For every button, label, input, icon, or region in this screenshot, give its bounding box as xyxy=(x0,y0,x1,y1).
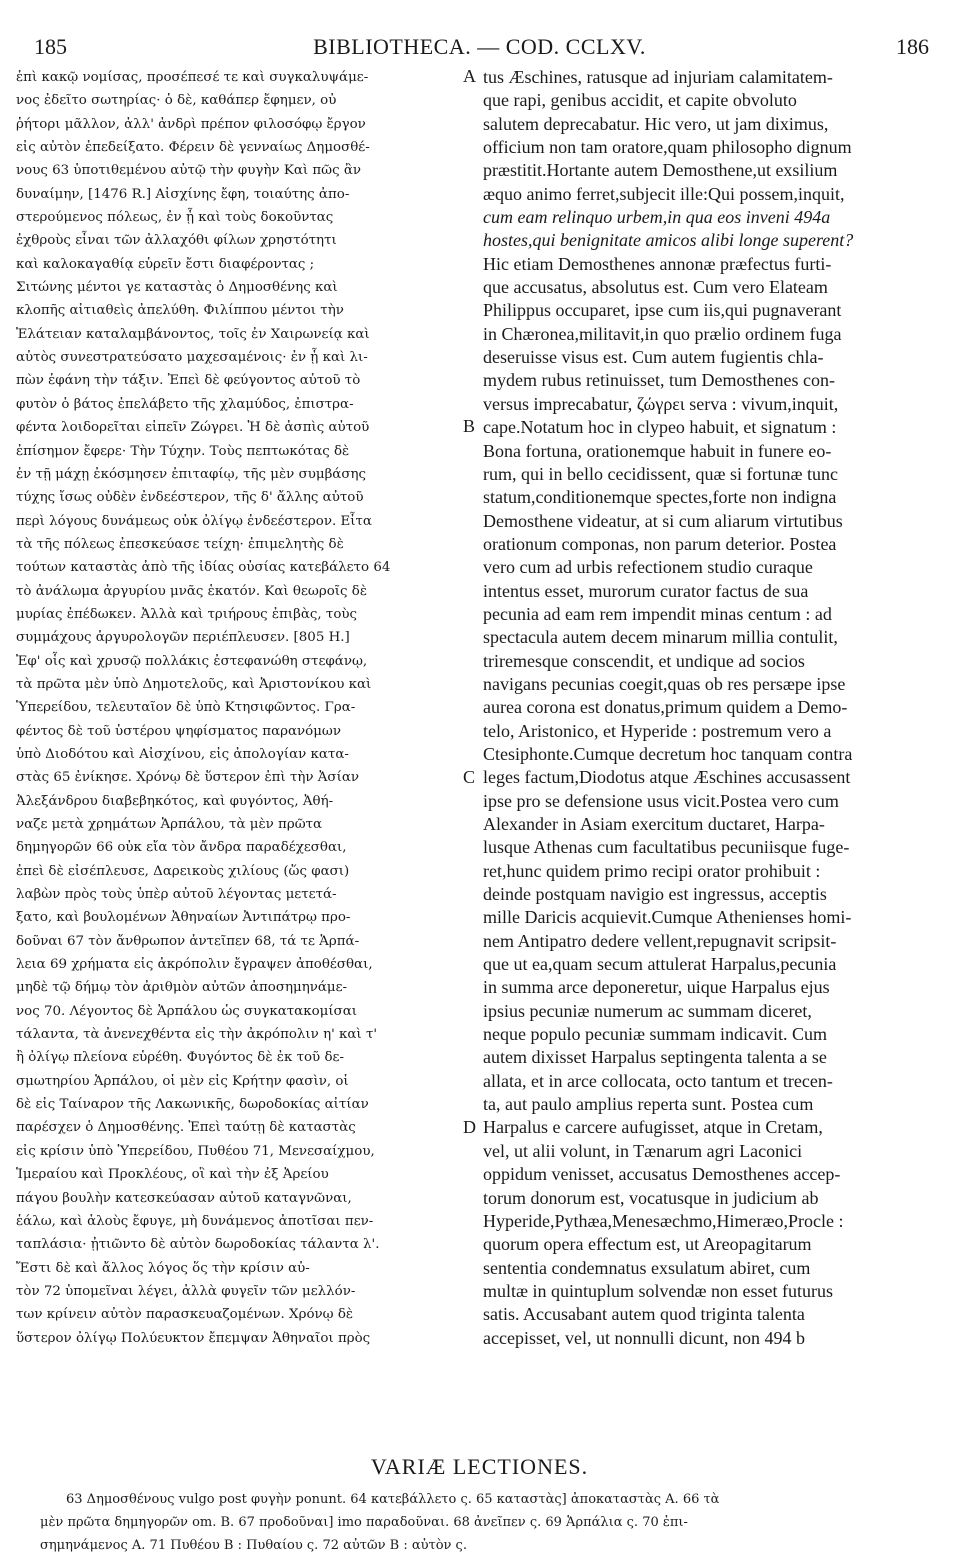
greek_lines-line: τὰ πρῶτα μὲν ὑπὸ Δημοτελοῦς, καὶ Ἀριστονίκου καὶ xyxy=(16,676,372,692)
greek_lines-line: Ἔστι δὲ καὶ ἄλλος λόγος ὅς τὴν κρίσιν αὐ- xyxy=(16,1260,310,1276)
latin_lines-line: Philippus occuparet, ipse cum iis,qui pugnaverant xyxy=(483,300,842,321)
greek_lines-line: των κρίνειν αὐτὸν παρασκευαζομένων. Χρόνῳ δὲ xyxy=(16,1307,354,1323)
latin_lines-line: orationum componas, non parum deterior. Postea xyxy=(483,533,837,554)
latin_lines-line: cape.Notatum hoc in clypeo habuit, et signatum : xyxy=(483,417,837,438)
latin_lines-line: nem Antipatro dedere vellent,repugnavit scripsit- xyxy=(483,930,837,951)
latin_lines-line: accepisset, vel, ut nonnulli dicunt, non 494 b xyxy=(483,1327,805,1348)
latin_lines-line: sententia condemnatus exsulatum abiret, cum xyxy=(483,1257,811,1278)
greek_lines-line: παρέσχεν ὁ Δημοσθένης. Ἐπεὶ ταύτῃ δὲ καταστὰς xyxy=(16,1120,356,1136)
greek_lines-line: πὼν ἐφάνη τὴν τάξιν. Ἐπεὶ δὲ φεύγοντος αὐτοῦ τὸ xyxy=(16,373,361,389)
greek_lines-line: μυρίας ἐπέδωκεν. Ἀλλὰ καὶ τριήρους ἐπιβὰς, τοὺς xyxy=(16,606,358,622)
greek_lines-line: δοῦναι 67 τὸν ἄνθρωπον ἀντεῖπεν 68, τά τε Ἁρπά- xyxy=(16,933,360,949)
latin_lines-line: quorum opera effectum est, ut Areopagitarum xyxy=(483,1234,812,1255)
greek_lines-line: αὐτὸς συνεστρατεύσατο μαχεσαμένοις· ἐν ᾗ καὶ λι- xyxy=(16,350,368,366)
greek_lines-line: ἐχθροὺς εἶναι τῶν ἀλλαχόθι φίλων χρηστότητι xyxy=(16,233,337,249)
latin_lines-line: oppidum venisset, accusatus Demosthenes accep- xyxy=(483,1164,841,1185)
latin_lines-line: ta, aut paulo amplius reperta sunt. Postea cum xyxy=(483,1094,814,1115)
greek_lines-line: νους 63 ὑποτιθεμένου αὐτῷ τὴν φυγὴν Καὶ πῶς ἂν xyxy=(16,163,362,179)
greek_lines-line: λαβὼν πρὸς τοὺς ὑπὲρ αὐτοῦ λέγοντας μετετά- xyxy=(16,887,337,903)
note-line: μὲν πρῶτα δημηγορῶν om. B. 67 προδοῦναι] imo παραδοῦναι. 68 ἀνεῖπεν ς. 69 Ἁρπάλια ς. 70 ἐπι- xyxy=(40,1515,688,1530)
page-number-right: 186 xyxy=(896,34,929,59)
greek_lines-line: τάλαντα, τὰ ἀνενεχθέντα εἰς τὴν ἀκρόπολιν η' καὶ τ' xyxy=(16,1027,378,1043)
latin_lines-line: deinde postquam navigio est ingressus, acceptis xyxy=(483,884,827,905)
greek_lines-line: φυτὸν ὁ βάτος ἐπελάβετο τῆς χλαμύδος, ἐπιστρα- xyxy=(16,396,354,412)
latin_lines-line: autem dixisset Harpalus septingenta talenta a se xyxy=(483,1047,827,1068)
greek_lines-line: τούτων καταστὰς ἀπὸ τῆς ἰδίας οὐσίας κατεβάλετο 64 xyxy=(16,560,391,576)
greek_lines-line: ῥήτορι μᾶλλον, ἀλλ' ἀνδρὶ πρέπον φιλοσόφῳ ἔργον xyxy=(16,116,366,132)
variae-lectiones-heading: VARIÆ LECTIONES. xyxy=(370,1454,589,1479)
margin-letter-a: A xyxy=(463,66,476,86)
greek_lines-line: ξατο, καὶ βουλομένων Ἀθηναίων Ἀντιπάτρῳ προ- xyxy=(16,910,351,926)
greek_lines-line: ἐν τῇ μάχῃ ἐκόσμησεν ἐπιταφίῳ, τῆς μὲν συμβάσης xyxy=(16,466,367,482)
latin_lines-line: Demosthene videatur, at si cum aliarum virtutibus xyxy=(483,510,843,531)
latin_lines-line: navigans pecunias coegit,quas ob res persæpe ipse xyxy=(483,673,846,694)
greek_lines-line: νος ἐδεῖτο σωτηρίας· ὁ δὲ, καθάπερ ἔφημεν, οὐ xyxy=(16,93,337,109)
latin_lines-line: neque populo pecuniæ summam indicavit. Cum xyxy=(483,1024,827,1045)
greek-text-column xyxy=(16,66,456,1350)
latin_lines-line: deseruisse visus est. Cum autem fugientis chla- xyxy=(483,347,824,368)
greek_lines-line: τὰ τῆς πόλεως ἐπεσκεύασε τείχη· ἐπιμελητὴς δὲ xyxy=(16,536,344,552)
greek_lines-line: στὰς 65 ἐνίκησε. Χρόνῳ δὲ ὕστερον ἐπὶ τὴν Ἀσίαν xyxy=(16,770,360,786)
margin-letter-d: D xyxy=(463,1117,476,1137)
latin_lines-line: torum donorum est, vocatusque in judicium ab xyxy=(483,1187,819,1208)
latin_lines-line: vel, ut alii volunt, in Tænarum agri Laconici xyxy=(483,1140,803,1161)
latin_lines-line: in Chæronea,militavit,in quo prælio ordinem fuga xyxy=(483,323,842,344)
latin_lines-line: hostes,qui benignitate amicos alibi longe superent? xyxy=(483,230,854,251)
greek_lines-line: Ἐλάτειαν καταλαμβάνοντος, τοῖς ἐν Χαιρωνείᾳ καὶ xyxy=(16,326,370,342)
latin_lines-line: Harpalus e carcere aufugisset, atque in Cretam, xyxy=(483,1117,823,1138)
greek_lines-line: δημηγορῶν 66 οὐκ εἴα τὸν ἄνδρα παραδέχεσθαι, xyxy=(16,840,347,856)
greek_lines-line: καὶ καλοκαγαθίᾳ εὑρεῖν ἔστι διαφέροντας ; xyxy=(16,256,315,272)
greek_lines-line: Ἐφ' οἷς καὶ χρυσῷ πολλάκις ἐστεφανώθη στεφάνῳ, xyxy=(16,653,368,669)
latin_lines-line: æquo animo ferret,subjecit ille:Qui possem,inquit, xyxy=(483,183,845,204)
latin_lines-line: aurea corona est donatus,primum quidem a Demo- xyxy=(483,697,848,718)
greek_lines-line: τὸν 72 ὑπομεῖναι λέγει, ἀλλὰ φυγεῖν τῶν μελλόν- xyxy=(16,1283,356,1299)
greek_lines-line: περὶ λόγους δυνάμεως οὐκ ὀλίγῳ ἐνδεέστερον. Εἶτα xyxy=(16,513,372,529)
greek_lines-line: φέντα λοιδορεῖται εἰπεῖν Ζώγρει. Ἡ δὲ ἀσπὶς αὐτοῦ xyxy=(16,420,370,436)
greek_lines-line: δὲ εἰς Ταίναρον τῆς Λακωνικῆς, δωροδοκίας αἰτίαν xyxy=(16,1097,369,1113)
latin_lines-line: telo, Aristonico, et Hyperide : postremum vero a xyxy=(483,720,832,741)
greek_lines-line: Ἱμεραίου καὶ Προκλέους, οἳ καὶ τὴν ἐξ Ἀρείου xyxy=(16,1167,329,1183)
latin_lines-line: præstitit.Hortante autem Demosthene,ut exsilium xyxy=(483,160,838,181)
greek_lines-line: ταπλάσια· ᾐτιῶντο δὲ αὐτὸν δωροδοκίας τάλαντα λ'. xyxy=(16,1237,380,1253)
running-title: BIBLIOTHECA. — COD. CCLXV. xyxy=(313,34,646,59)
note-line: σημηνάμενος A. 71 Πυθέου B : Πυθαίου ς. 72 αὐτῶν B : αὐτὸν ς. xyxy=(40,1538,467,1553)
latin_lines-line: Alexander in Asiam exercitum ductaret, Harpa- xyxy=(483,814,825,834)
latin_lines-line: spectacula autem decem minarum millia contulit, xyxy=(483,627,838,648)
greek_lines-line: δυναίμην, [1476 R.] Αἰσχίνης ἔφη, τοιαύτης ἀπο- xyxy=(16,186,350,202)
latin_lines-line: rum, qui in bello cecidissent, quæ si fortunæ tunc xyxy=(483,463,838,484)
latin_lines-line: officium non tam oratore,quam philosopho dignum xyxy=(483,137,852,158)
greek_lines-line: μηδὲ τῷ δήμῳ τὸν ἀριθμὸν αὐτῶν ἀποσημηνάμε- xyxy=(16,980,348,996)
latin_lines-line: triremesque conscendit, et undique ad socios xyxy=(483,650,805,671)
greek_lines-line: πάγου βουλὴν κατεσκεύασαν αὐτοῦ καταγνῶναι, xyxy=(16,1190,352,1206)
greek_lines-line: ἐπὶ κακῷ νομίσας, προσέπεσέ τε καὶ συγκαλυψάμε- xyxy=(16,70,369,85)
greek_lines-line: ἑάλω, καὶ ἁλοὺς ἔφυγε, μὴ δυνάμενος ἀποτῖσαι πεν- xyxy=(16,1213,374,1229)
latin_lines-line: multæ in quintuplum solvendæ non esset futurus xyxy=(483,1280,833,1301)
greek_lines-line: Σιτώνης μέντοι γε καταστὰς ὁ Δημοσθένης καὶ xyxy=(16,280,338,296)
greek_lines-line: Ἀλεξάνδρου διαβεβηκότος, καὶ φυγόντος, Ἀθή- xyxy=(16,793,334,809)
latin_lines-line: ipse pro se defensione usus vicit.Postea vero cum xyxy=(483,790,839,811)
latin_lines-line: Hyperide,Pythæa,Menesæchmo,Himeræo,Procle : xyxy=(483,1210,844,1231)
greek_lines-line: λεια 69 χρήματα εἰς ἀκρόπολιν ἔγραψεν ἀποθέσθαι, xyxy=(16,957,373,973)
greek_lines-line: ὑπὸ Διοδότου καὶ Αἰσχίνου, εἰς ἀπολογίαν κατα- xyxy=(16,746,349,762)
greek_lines-line: τύχης ἴσως οὐδὲν ἐνδεέστερον, τῆς δ' ἄλλης αὐτοῦ xyxy=(16,490,364,506)
latin_lines-line: ipsius pecuniæ numerum ac summam diceret, xyxy=(483,1000,812,1021)
greek_lines-line: Ὑπερείδου, τελευταῖον δὲ ὑπὸ Κτησιφῶντος. Γρα- xyxy=(16,700,356,716)
latin_lines-line: ret,hunc quidem primo recipi orator prohibuit : xyxy=(483,860,821,881)
latin_lines-line: que rapi, genibus accidit, et capite obvoluto xyxy=(483,90,797,111)
latin_lines-line: cum eam relinquo urbem,in qua eos inveni 494a xyxy=(483,207,831,228)
latin_lines-line: que accusatus, absolutus est. Cum vero Elateam xyxy=(483,277,828,298)
critical-notes xyxy=(40,1488,920,1557)
latin_lines-line: statum,conditionemque spectes,forte non indigna xyxy=(483,487,837,508)
latin_lines-line: Bona fortuna, orationemque habuit in funere eo- xyxy=(483,440,832,461)
latin-text-column xyxy=(483,66,925,1350)
greek_lines-line: κλοπῆς αἰτιαθεὶς ἀπελύθη. Φιλίππου μέντοι τὴν xyxy=(16,303,344,319)
greek_lines-line: τὸ ἀνάλωμα ἀργυρίου μνᾶς ἑκατόν. Καὶ θεωροῖς δὲ xyxy=(16,583,368,599)
greek_lines-line: ἐπίσημον ἔφερε· Τὴν Τύχην. Τοὺς πεπτωκότας δὲ xyxy=(16,443,350,459)
greek_lines-line: νος 70. Λέγοντος δὲ Ἁρπάλου ὡς συγκατακομίσαι xyxy=(16,1003,358,1019)
greek_lines-line: φέντος δὲ τοῦ ὑστέρου ψηφίσματος παρανόμων xyxy=(16,723,341,739)
latin_lines-line: intentus esset, murorum curator factus de sua xyxy=(483,580,809,601)
latin_lines-line: satis. Accusabant autem quod triginta talenta xyxy=(483,1304,805,1325)
latin_lines-line: versus imprecabatur, ζώγρει serva : vivum,inquit, xyxy=(483,393,839,414)
latin_lines-line: allata, et in arce collocata, octo tantum et trecen- xyxy=(483,1070,833,1091)
greek_lines-line: εἰς αὐτὸν ἐπεδείξατο. Φέρειν δὲ γενναίως Δημοσθέ- xyxy=(16,140,370,156)
greek_lines-line: στερούμενος πόλεως, ἐν ᾗ καὶ τοὺς δοκοῦντας xyxy=(16,210,334,226)
note-line: 63 Δημοσθένους vulgo post φυγὴν ponunt. 64 κατεβάλλετο ς. 65 καταστὰς] ἀποκαταστὰς A. 66 τὰ xyxy=(66,1492,720,1507)
latin_lines-line: lusque Athenas cum facultatibus pecuniisque fuge- xyxy=(483,837,850,858)
margin-letter-b: B xyxy=(463,416,476,436)
greek_lines-line: σμωτηρίου Ἁρπάλου, οἱ μὲν εἰς Κρήτην φασὶν, οἱ xyxy=(16,1073,349,1089)
latin_lines-line: tus Æschines, ratusque ad injuriam calamitatem- xyxy=(483,67,833,87)
latin_lines-line: que ut ea,quam secum attulerat Harpalus,pecunia xyxy=(483,954,837,975)
latin_lines-line: pecunia ad eam rem impendit minas centum : ad xyxy=(483,603,832,624)
greek_lines-line: ναζε μετὰ χρημάτων Ἁρπάλου, τὰ μὲν πρῶτα xyxy=(16,817,323,832)
latin_lines-line: Ctesiphonte.Cumque decretum hoc tanquam contra xyxy=(483,743,853,764)
latin_lines-line: mydem rubus retinuisset, tum Demosthenes con- xyxy=(483,370,835,391)
margin-letter-c: C xyxy=(463,767,476,787)
greek_lines-line: ἐπεὶ δὲ εἰσέπλευσε, Δαρεικοὺς χιλίους (ὥς φασι) xyxy=(16,863,350,879)
latin_lines-line: vero cum ad urbis refectionem studio curaque xyxy=(483,557,813,578)
page-number-left: 185 xyxy=(34,34,67,59)
latin_lines-line: salutem deprecabatur. Hic vero, ut jam diximus, xyxy=(483,113,829,134)
latin_lines-line: in summa arce deponeretur, uique Harpalus ejus xyxy=(483,977,830,998)
latin_lines-line: mille Daricis acquievit.Cumque Athenienses homi- xyxy=(483,907,852,928)
greek_lines-line: ἢ ὀλίγῳ πλείονα εὑρέθη. Φυγόντος δὲ ἐκ τοῦ δε- xyxy=(16,1050,344,1066)
greek_lines-line: συμμάχους ἀργυρολογῶν περιέπλευσεν. [805 H.] xyxy=(16,630,350,646)
greek_lines-line: εἰς κρίσιν ὑπὸ Ὑπερείδου, Πυθέου 71, Μενεσαίχμου, xyxy=(16,1143,375,1159)
page-header xyxy=(0,34,959,64)
latin_lines-line: leges factum,Diodotus atque Æschines accusassent xyxy=(483,767,851,788)
latin_lines-line: Hic etiam Demosthenes annonæ præfectus furti- xyxy=(483,253,832,274)
greek_lines-line: ὕστερον ὀλίγῳ Πολύευκτον ἔπεμψαν Ἀθηναῖοι πρὸς xyxy=(16,1330,371,1346)
